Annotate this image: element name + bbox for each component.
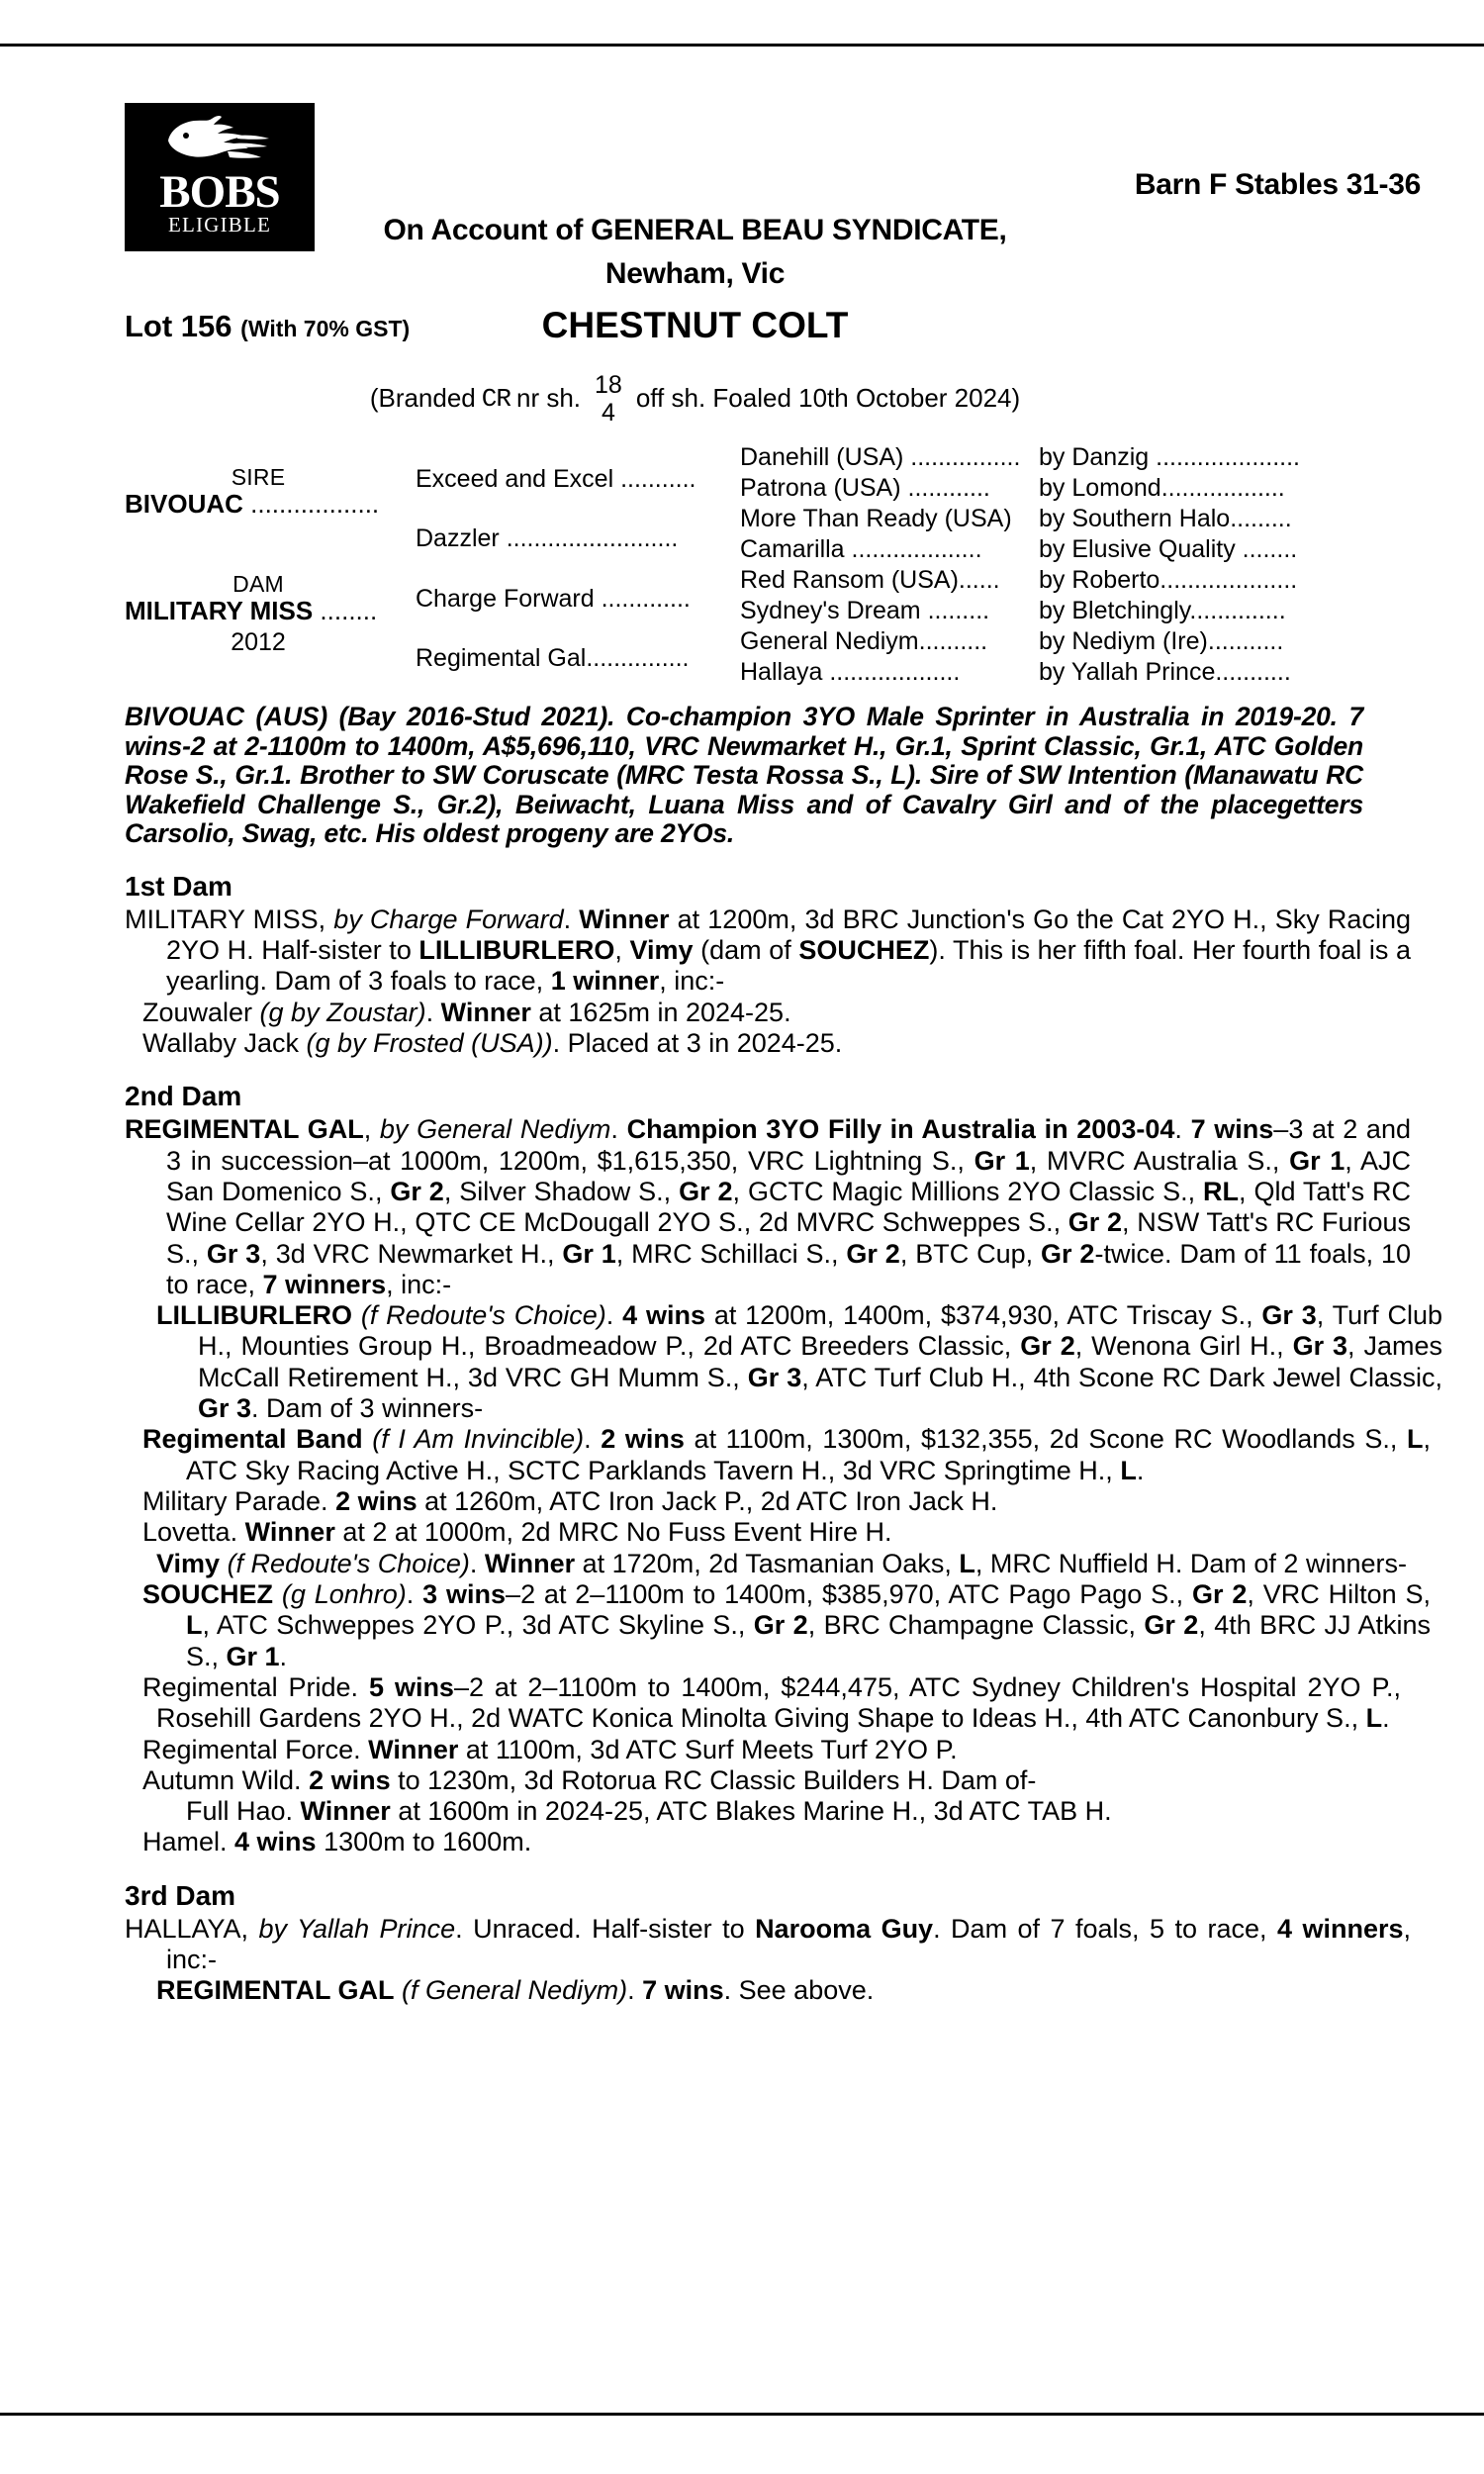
dam-name-row [125, 596, 392, 626]
pedigree-dam-block [125, 572, 392, 657]
entry-strong: Gr 1 [562, 1238, 616, 1269]
entry-text: , [614, 935, 630, 966]
pedigree-g3-6-dots: ......... [920, 597, 990, 624]
brand-prefix: (Branded [369, 383, 476, 413]
entry-italic: by Charge Forward [333, 904, 564, 934]
pedigree-g4-8 [1039, 658, 1395, 687]
entry-text: 1300m to 1600m. [316, 1827, 532, 1857]
entry-strong: 2 wins [309, 1764, 391, 1795]
entry-text: Lovetta. [142, 1517, 245, 1548]
pedigree-g2-1-dots: ........... [613, 465, 696, 493]
pedigree-g4-3-dots: ......... [1230, 505, 1292, 532]
entry-text: . [425, 997, 441, 1027]
pedigree-g3-6-name: Sydney's Dream [740, 597, 921, 624]
bobs-logo-subtitle: ELIGIBLE [167, 212, 272, 237]
pedigree-g3-3 [740, 505, 1022, 533]
entry-text: . [406, 1578, 423, 1609]
pedigree-g4-5-dots: .................... [1159, 566, 1298, 594]
entry-strong: Winner [300, 1796, 391, 1827]
entry-strong: L [1120, 1455, 1137, 1485]
entry-strong: SOUCHEZ [142, 1578, 274, 1609]
dam-kicker-text: DAM [232, 571, 284, 597]
entry-strong: SOUCHEZ [798, 935, 930, 966]
brand-fraction-numerator: 18 [595, 371, 622, 399]
entry-text: Hamel. [142, 1827, 235, 1857]
entry-text: –3 at 2 and 3 in succession–at 1000m, 1200m, $1,615,350, VRC Lightning S., [166, 1114, 1411, 1176]
entry-strong: Gr 1 [1289, 1145, 1345, 1176]
entry-text: , Turf Club H., Mounties Group H., Broadmeadow P., 2d ATC Breeders Classic, [198, 1300, 1442, 1362]
entry-strong: Gr 2 [1020, 1331, 1075, 1362]
entry-text: , MRC Schillaci S., [615, 1238, 847, 1269]
brand-fraction-denominator: 4 [601, 399, 615, 427]
entry-text: at 1720m, 2d Tasmanian Oaks, [575, 1548, 960, 1578]
pedigree-g4-1 [1039, 443, 1395, 472]
entry-text: . Placed at 3 in 2024-25. [552, 1027, 843, 1058]
branding-row [0, 372, 1390, 435]
entry-strong: Regimental Band [142, 1424, 363, 1455]
pedigree-entry [125, 1579, 1431, 1672]
entry-text: . [610, 1114, 627, 1145]
pedigree-g2-2-name: Dazzler [416, 524, 500, 552]
entry-text: , AJC San Domenico S., [166, 1145, 1411, 1206]
entry-strong: REGIMENTAL GAL [125, 1114, 364, 1145]
entry-italic: (f General Nediym) [402, 1975, 628, 2006]
account-line-2: Newham, Vic [604, 257, 786, 290]
entry-strong: Gr 3 [1261, 1300, 1317, 1331]
pedigree-g4-3 [1039, 505, 1395, 533]
entry-text: , MVRC Australia S., [1029, 1145, 1290, 1176]
entry-strong: 7 winners [262, 1269, 387, 1299]
brand-mark: CR [481, 383, 510, 414]
entry-text: , ATC Schweppes 2YO P., 3d ATC Skyline S., [202, 1610, 754, 1641]
pedigree-g2-2-dots: ......................... [499, 524, 679, 552]
lot-number: Lot 156 [125, 309, 232, 343]
entry-strong: 2 wins [335, 1486, 417, 1517]
entry-text: , inc:- [659, 966, 725, 997]
entry-text: , BRC Champagne Classic, [807, 1610, 1145, 1641]
pedigree-g4-5 [1039, 566, 1395, 595]
pedigree-g4-5-name: by Roberto [1039, 566, 1160, 594]
pedigree-entry [125, 1735, 1401, 1765]
pedigree-g4-2-dots: .................. [1160, 474, 1285, 502]
sire-kicker [125, 465, 392, 489]
entry-text: Regimental Force. [142, 1734, 369, 1764]
entry-text: Military Parade. [142, 1486, 336, 1517]
pedigree-g4-6-dots: .............. [1189, 597, 1286, 624]
pedigree-g4-6 [1039, 597, 1395, 625]
entry-text [352, 1300, 361, 1330]
pedigree-g3-8-dots: ................... [822, 658, 961, 686]
entry-text: Full Hao. [186, 1796, 301, 1827]
pedigree-g3-1-dots: ................ [903, 443, 1021, 471]
pedigree-g4-8-dots: ........... [1215, 658, 1291, 686]
entry-strong: Gr 1 [226, 1641, 280, 1671]
entry-text: . [605, 1300, 623, 1331]
entry-text: at 1600m in 2024-25, ATC Blakes Marine H., 3d ATC TAB H. [390, 1796, 1112, 1827]
entry-strong: Winner [368, 1734, 459, 1764]
pedigree-g3-1-name: Danehill (USA) [740, 443, 904, 471]
brand-mid: nr sh. [516, 383, 582, 413]
pedigree-g4-3-name: by Southern Halo [1039, 505, 1231, 532]
dam-section-heading: 1st Dam [125, 870, 232, 902]
entry-strong: RL [1203, 1176, 1240, 1206]
entry-text: , inc:- [386, 1269, 452, 1299]
pedigree-g2-3-name: Charge Forward [416, 585, 595, 613]
entry-text: Autumn Wild. [142, 1764, 310, 1795]
entry-text: at 1200m, 1400m, $374,930, ATC Triscay S., [704, 1300, 1262, 1331]
bobs-logo-word: BOBS [159, 166, 280, 218]
entry-text: (dam of [693, 935, 799, 966]
entry-text: , VRC Hilton S, [1247, 1578, 1431, 1609]
entry-strong: L [186, 1610, 203, 1641]
entry-text [273, 1579, 282, 1609]
entry-strong: Gr 2 [1067, 1207, 1123, 1238]
entry-text: . [469, 1548, 485, 1578]
pedigree-g4-4-name: by Elusive Quality [1039, 535, 1236, 563]
pedigree-g3-5 [740, 566, 1022, 595]
entry-text: , MRC Nuffield H. Dam of 2 winners- [974, 1548, 1407, 1578]
entry-text: , Wenona Girl H., [1074, 1331, 1293, 1362]
pedigree-entry [125, 1672, 1401, 1735]
entry-strong: Gr 3 [747, 1362, 802, 1392]
pedigree-g2-4-dots: ............... [586, 644, 690, 672]
pedigree-entry [125, 1114, 1411, 1300]
pedigree-g4-6-name: by Bletchingly [1039, 597, 1190, 624]
pedigree-g4-8-name: by Yallah Prince [1039, 658, 1216, 686]
page-content [0, 51, 1484, 2007]
entry-italic: (f Redoute's Choice) [360, 1300, 606, 1331]
top-rule [0, 44, 1484, 47]
pedigree-entry [125, 1028, 1401, 1059]
pedigree-g2-4-name: Regimental Gal [416, 644, 587, 672]
entry-strong: REGIMENTAL GAL [156, 1975, 395, 2006]
pedigree-entry [125, 1796, 1458, 1827]
pedigree-g4-7-name: by Nediym (Ire) [1039, 627, 1208, 655]
entry-strong: Gr 3 [198, 1393, 252, 1424]
entry-text: , 4th BRC JJ Atkins S., [186, 1610, 1431, 1671]
pedigree-g3-6 [740, 597, 1022, 625]
pedigree-g3-7 [740, 627, 1022, 656]
pedigree-entry [125, 1424, 1431, 1486]
entry-strong: 4 wins [234, 1827, 317, 1857]
entry-text: Regimental Pride. [142, 1671, 369, 1702]
pedigree-g3-7-dots: .......... [918, 627, 988, 655]
entry-text: , ATC Turf Club H., 4th Scone RC Dark Jewel Classic, [801, 1362, 1442, 1392]
entry-strong: LILLIBURLERO [418, 935, 615, 966]
pedigree-entry [125, 1975, 1442, 2006]
entry-strong: Gr 2 [1144, 1610, 1199, 1641]
pedigree-entry [125, 1549, 1442, 1579]
sire-name-row [125, 489, 392, 520]
entry-strong: Gr 2 [846, 1238, 900, 1269]
entry-text: Wallaby Jack [142, 1027, 307, 1058]
sire-blurb: BIVOUAC (AUS) (Bay 2016-Stud 2021). Co-champion 3YO Male Sprinter in Australia in 2019-20. 7 wins-2 at 2-1100m to 1400m, A$5,696,110, VRC Newmarket H., Gr.1, Sprint Classic, Gr.1, ATC Golden Rose S., Gr.1. Brother to SW Coruscate (MRC Testa Rossa S., L). Sire of SW Intention (Manawatu RC Wakefield Challenge S., Gr.2), Beiwacht, Luana Miss and of Cavalry Girl and of the placegetters Carsolio, Swag, etc. His oldest progeny are 2YOs. [125, 702, 1363, 849]
pedigree-entry [125, 1517, 1401, 1548]
pedigree-table [0, 443, 1484, 691]
entry-text: . Dam of 3 winners- [251, 1393, 484, 1424]
entry-strong: L [959, 1548, 975, 1578]
entry-strong: 4 winners [1276, 1913, 1404, 1944]
dam-sections [0, 871, 1484, 2007]
pedigree-g3-8-name: Hallaya [740, 658, 823, 686]
entry-text: at 2 at 1000m, 2d MRC No Fuss Event Hire H. [334, 1517, 892, 1548]
entry-strong: 7 wins [642, 1975, 724, 2006]
lot-row [0, 305, 1484, 372]
entry-strong: Champion 3YO Filly in Australia in 2003-04 [626, 1114, 1175, 1145]
entry-text: at 1100m, 1300m, $132,355, 2d Scone RC Woodlands S., [684, 1424, 1407, 1455]
entry-text: HALLAYA, [125, 1913, 259, 1944]
entry-strong: Winner [484, 1548, 576, 1578]
sire-name: BIVOUAC [125, 489, 243, 520]
pedigree-g2-3-dots: ............. [594, 585, 691, 613]
pedigree-g4-7-dots: ........... [1207, 627, 1284, 655]
entry-text: , James McCall Retirement H., 3d VRC GH Mumm S., [198, 1331, 1442, 1392]
lot-gst-note: (With 70% GST) [240, 316, 411, 341]
entry-strong: Winner [244, 1517, 335, 1548]
sire-kicker-text: SIRE [231, 464, 286, 490]
entry-strong: Narooma Guy [755, 1913, 934, 1944]
entry-text: to 1230m, 3d Rotorua RC Classic Builders H. Dam of- [390, 1764, 1037, 1795]
pedigree-g3-8 [740, 658, 1022, 687]
entry-text: . [1174, 1114, 1191, 1145]
pedigree-g3-5-dots: ...... [958, 566, 1000, 594]
entry-strong: 4 wins [622, 1300, 705, 1331]
pedigree-g4-7 [1039, 627, 1395, 656]
pedigree-g3-7-name: General Nediym [740, 627, 919, 655]
brand-suffix: off sh. Foaled 10th October 2024) [635, 383, 1021, 413]
dam-section-heading: 3rd Dam [125, 1879, 236, 1911]
entry-text: , [363, 1114, 380, 1145]
entry-strong: Gr 2 [1192, 1578, 1248, 1609]
entry-text: at 1625m in 2024-25. [530, 997, 791, 1027]
entry-text: –2 at 2–1100m to 1400m, $385,970, ATC Pago Pago S., [506, 1578, 1192, 1609]
entry-strong: 1 winner [550, 966, 660, 997]
entry-text: , Silver Shadow S., [443, 1176, 680, 1206]
pedigree-g3-3-name: More Than Ready (USA) [740, 505, 1012, 532]
entry-text: , 3d VRC Newmarket H., [260, 1238, 563, 1269]
entry-text: at 1200m, 3d BRC Junction's Go the Cat 2YO H., Sky Racing 2YO H. Half-sister to [166, 904, 1411, 966]
entry-text: Zouwaler [142, 997, 260, 1027]
entry-strong: 5 wins [368, 1671, 454, 1702]
pedigree-g4-1-name: by Danzig [1039, 443, 1150, 471]
dam-name: MILITARY MISS [125, 596, 314, 626]
pedigree-g3-2-dots: ............ [900, 474, 990, 502]
pedigree-g4-4 [1039, 535, 1395, 564]
entry-text: , NSW Tatt's RC Furious S., [166, 1207, 1411, 1269]
horse-head-icon [150, 111, 289, 172]
pedigree-g2-4 [416, 644, 742, 673]
bottom-rule [0, 2413, 1484, 2416]
entry-strong: Gr 3 [1292, 1331, 1348, 1362]
dam-year: 2012 [231, 628, 286, 657]
entry-text: , ATC Sky Racing Active H., SCTC Parklands Tavern H., 3d VRC Springtime H., [186, 1424, 1431, 1485]
entry-strong: Gr 2 [390, 1176, 444, 1206]
entry-text: , BTC Cup, [899, 1238, 1042, 1269]
pedigree-g3-4-dots: ................... [844, 535, 982, 563]
pedigree-g4-4-dots: ........ [1235, 535, 1298, 563]
entry-strong: LILLIBURLERO [156, 1300, 352, 1331]
entry-text [220, 1549, 228, 1578]
entry-text: -twice. Dam of 11 foals, 10 to race, [166, 1238, 1412, 1299]
entry-text: . [563, 904, 580, 934]
entry-text: . [1136, 1455, 1145, 1485]
entry-text: at 1100m, 3d ATC Surf Meets Turf 2YO P. [458, 1734, 958, 1764]
entry-italic: (g Lonhro) [281, 1578, 407, 1609]
entry-strong: Winner [579, 904, 670, 934]
pedigree-entry [125, 904, 1411, 998]
pedigree-g3-2 [740, 474, 1022, 503]
entry-text: . [627, 1975, 643, 2006]
pedigree-entry [125, 1486, 1401, 1517]
entry-italic: (g by Zoustar) [259, 997, 426, 1027]
dam-kicker [125, 572, 392, 596]
entry-italic: (f I Am Invincible) [372, 1424, 585, 1455]
pedigree-entry [125, 1914, 1411, 1976]
entry-text: –2 at 2–1100m to 1400m, $244,475, ATC Sydney Children's Hospital 2YO P., Rosehill Gardens 2YO H., 2d WATC Konica Minolta Giving Shape to Ideas H., 4th ATC Canonbury S., [156, 1671, 1401, 1734]
entry-italic: (f Redoute's Choice) [227, 1548, 470, 1578]
entry-text: . Unraced. Half-sister to [455, 1913, 756, 1944]
entry-text [363, 1424, 373, 1454]
entry-strong: 7 wins [1190, 1114, 1274, 1145]
entry-strong: Vimy [629, 935, 694, 966]
pedigree-g3-1 [740, 443, 1022, 472]
brand-fraction [595, 373, 622, 426]
entry-text: . [584, 1424, 602, 1455]
pedigree-g4-1-dots: ..................... [1149, 443, 1300, 471]
sire-dots: .................. [242, 489, 380, 520]
entry-text [395, 1975, 403, 2005]
entry-text: . [1382, 1703, 1390, 1734]
pedigree-g3-2-name: Patrona (USA) [740, 474, 901, 502]
page-header [0, 51, 1484, 309]
entry-text: MILITARY MISS, [125, 904, 334, 934]
account-line-1: On Account of GENERAL BEAU SYNDICATE, [383, 214, 1007, 246]
entry-strong: L [1406, 1424, 1424, 1455]
pedigree-entry [125, 998, 1401, 1028]
pedigree-g3-5-name: Red Ransom (USA) [740, 566, 959, 594]
entry-strong: Gr 2 [753, 1610, 808, 1641]
entry-strong: Vimy [156, 1548, 221, 1578]
entry-strong: Gr 2 [679, 1176, 733, 1206]
entry-strong: Gr 2 [1041, 1238, 1095, 1269]
entry-strong: Gr 3 [206, 1238, 261, 1269]
pedigree-g4-2-name: by Lomond [1039, 474, 1161, 502]
entry-text: , inc:- [166, 1913, 1411, 1975]
barn-stables-label: Barn F Stables 31-36 [1134, 168, 1421, 201]
colour-and-sex: CHESTNUT COLT [541, 305, 849, 345]
entry-text: , GCTC Magic Millions 2YO Classic S., [732, 1176, 1204, 1206]
entry-strong: L [1365, 1703, 1383, 1734]
entry-strong: 2 wins [601, 1424, 685, 1455]
entry-text: at 1260m, ATC Iron Jack P., 2d ATC Iron Jack H. [417, 1486, 998, 1517]
entry-text: . See above. [723, 1975, 875, 2006]
entry-text: ). This is her fifth foal. Her fourth foal is a yearling. Dam of 3 foals to race, [166, 935, 1411, 997]
entry-strong: 3 wins [422, 1578, 507, 1609]
dam-section-heading: 2nd Dam [125, 1081, 242, 1112]
pedigree-g2-3 [416, 585, 742, 614]
pedigree-g3-4 [740, 535, 1022, 564]
pedigree-entry [125, 1300, 1442, 1424]
pedigree-g2-1 [416, 465, 742, 494]
pedigree-g4-2 [1039, 474, 1395, 503]
pedigree-sire-block [125, 465, 392, 520]
pedigree-g2-2 [416, 524, 742, 553]
pedigree-entry [125, 1827, 1401, 1857]
entry-text: , Qld Tatt's RC Wine Cellar 2YO H., QTC CE McDougall 2YO S., 2d MVRC Schweppes S., [166, 1176, 1411, 1238]
pedigree-g2-1-name: Exceed and Excel [416, 465, 614, 493]
pedigree-entry [125, 1765, 1401, 1796]
entry-italic: by Yallah Prince [258, 1913, 456, 1944]
entry-strong: Winner [440, 997, 531, 1027]
dam-dots: ........ [313, 596, 378, 626]
entry-strong: Gr 1 [974, 1145, 1030, 1176]
pedigree-g3-4-name: Camarilla [740, 535, 845, 563]
entry-italic: (g by Frosted (USA)) [306, 1027, 553, 1058]
entry-text: . [279, 1641, 288, 1671]
entry-text: . Dam of 7 foals, 5 to race, [933, 1913, 1277, 1944]
entry-italic: by General Nediym [379, 1114, 611, 1145]
